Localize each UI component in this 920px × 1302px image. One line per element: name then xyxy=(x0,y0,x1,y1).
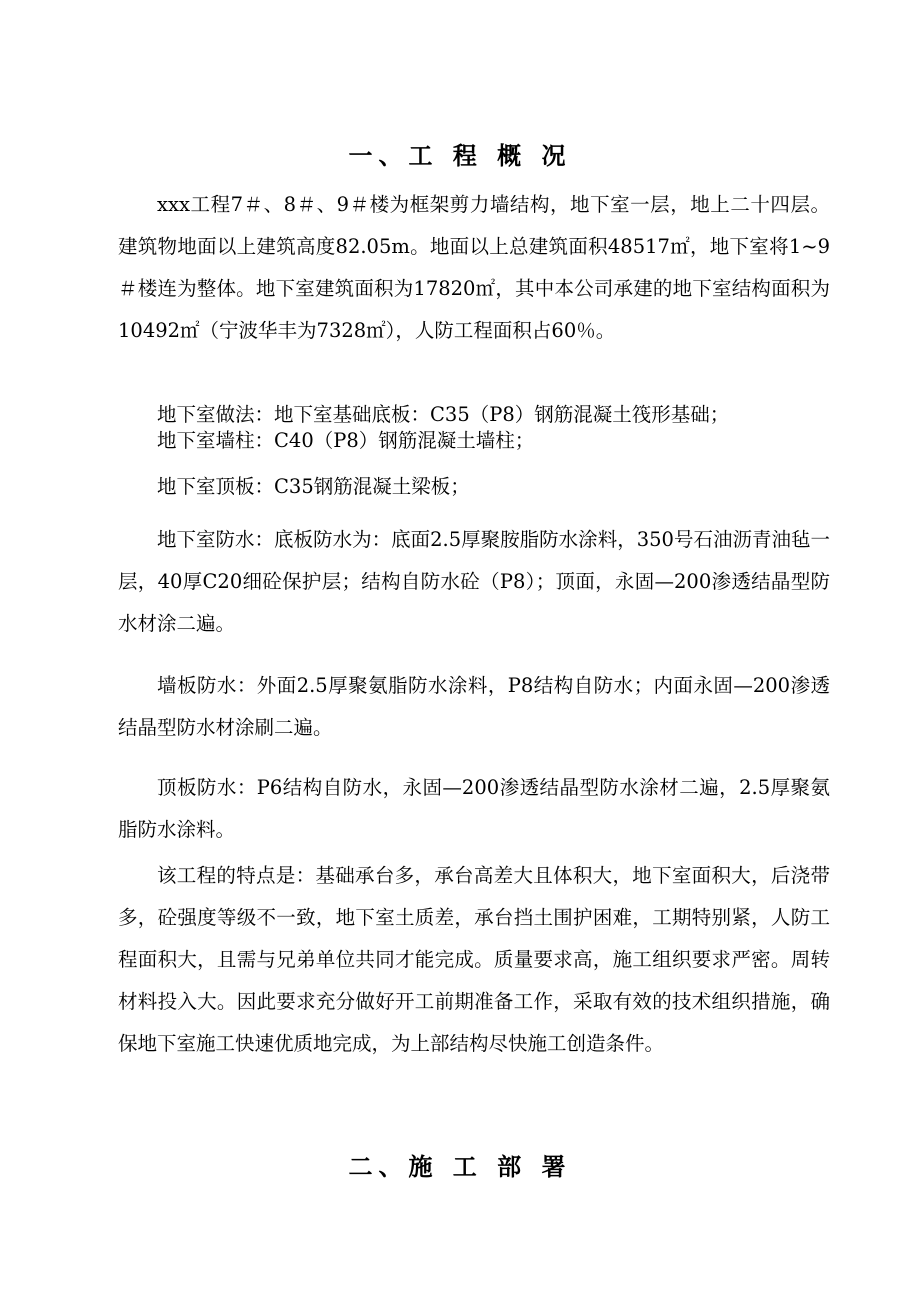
paragraph-foundation-slab: 地下室做法：地下室基础底板：C35（P8）钢筋混凝土筏形基础； xyxy=(157,403,730,426)
paragraph-group xyxy=(118,466,830,508)
paragraph-roof-waterproofing: 顶板防水：P6结构自防水，永固—200渗透结晶型防水涂材二遍，2.5厚聚氨脂防水涂料。 xyxy=(118,776,830,841)
paragraph-basement-waterproofing: 地下室防水：底板防水为：底面2.5厚聚胺脂防水涂料，350号石油沥青油毡一层，40厚C20细砼保护层；结构自防水砼（P8）；顶面，永固—200渗透结晶型防水材涂二遍。 xyxy=(118,528,830,635)
paragraph-group xyxy=(118,767,830,851)
paragraph-project-summary: xxx工程7＃、8＃、9＃楼为框架剪力墙结构，地下室一层，地上二十四层。建筑物地面以上建筑高度82.05m。地面以上总建筑面积48517㎡，地下室将1~9＃楼连为整体。地下室建筑面积为17820㎡，其中本公司承建的地下室结构面积为10492㎡（宁波华丰为7328㎡），人防工程面积占60％。 xyxy=(118,193,830,342)
paragraph-project-features: 该工程的特点是：基础承台多，承台高差大且体积大，地下室面积大，后浇带多，砼强度等级不一致，地下室土质差，承台挡土围护困难，工期特别紧，人防工程面积大，且需与兄弟单位共同才能完成。质量要求高，施工组织要求严密。周转材料投入大。因此要求充分做好开工前期准备工作，采取有效的技术组织措施，确保地下室施工快速优质地完成，为上部结构尽快施工创造条件。 xyxy=(118,864,830,1055)
paragraph-group xyxy=(118,184,830,352)
paragraph-group xyxy=(118,519,830,645)
paragraph-wall-waterproofing: 墙板防水：外面2.5厚聚氨脂防水涂料，P8结构自防水；内面永固—200渗透结晶型防水材涂刷二遍。 xyxy=(118,674,830,739)
paragraph-group xyxy=(118,420,830,462)
paragraph-walls-columns: 地下室墙柱：C40（P8）钢筋混凝土墙柱； xyxy=(157,429,535,452)
paragraph-group xyxy=(118,665,830,749)
section-heading-deployment: 二、施 工 部 署 xyxy=(348,1153,572,1181)
paragraph-group xyxy=(118,855,830,1065)
paragraph-roof-slab: 地下室顶板：C35钢筋混凝土梁板； xyxy=(157,475,470,498)
section-heading-overview: 一、工 程 概 况 xyxy=(348,142,572,170)
